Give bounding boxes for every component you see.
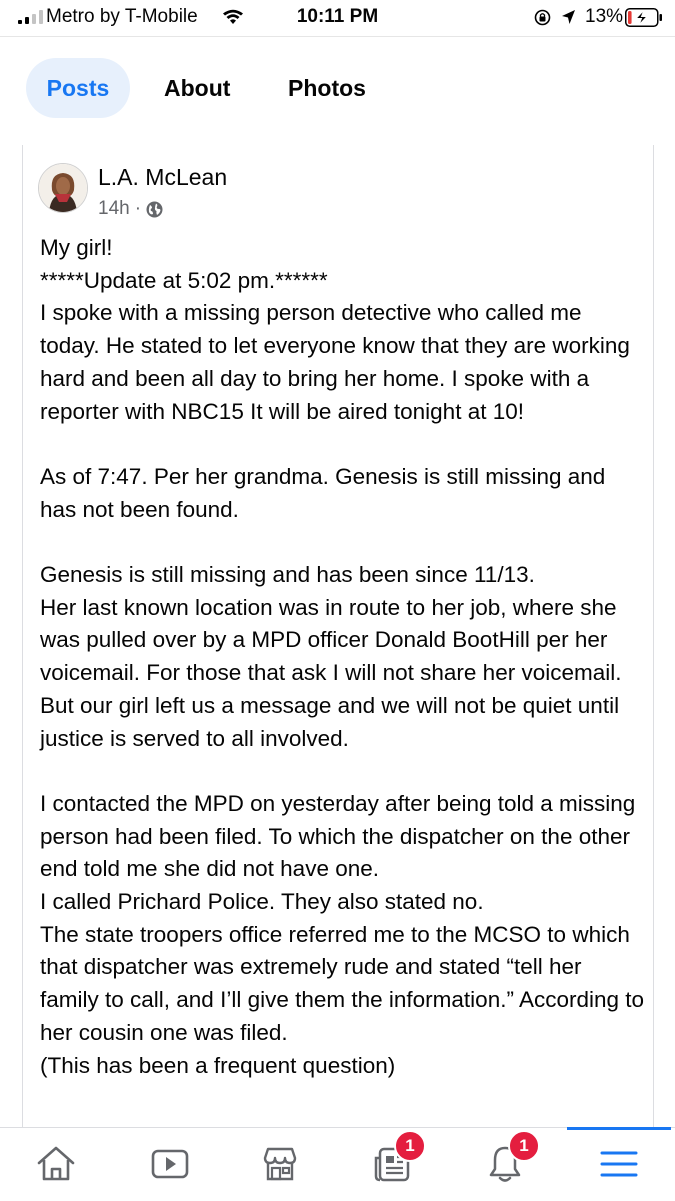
video-icon bbox=[148, 1142, 192, 1186]
post-line: Genesis is still missing and has been since 11/13. bbox=[40, 562, 535, 587]
globe-icon bbox=[146, 201, 163, 218]
post-line: As of 7:47. Per her grandma. Genesis is still missing and has not been found. bbox=[40, 463, 606, 522]
clock: 10:11 PM bbox=[296, 6, 379, 27]
post-text bbox=[40, 232, 645, 1082]
paragraph-gap bbox=[40, 428, 645, 461]
paragraph-gap bbox=[40, 526, 645, 559]
tab-about[interactable]: About bbox=[164, 75, 231, 101]
battery-charging-icon bbox=[625, 8, 663, 27]
nav-marketplace[interactable] bbox=[258, 1142, 302, 1186]
post-border-right bbox=[653, 145, 654, 1130]
profile-tabs bbox=[0, 58, 675, 118]
post-line: My girl! bbox=[40, 235, 113, 260]
tab-posts[interactable]: Posts bbox=[26, 58, 130, 118]
notifications-badge: 1 bbox=[508, 1130, 540, 1162]
nav-home[interactable] bbox=[34, 1142, 78, 1186]
post-author[interactable]: L.A. McLean bbox=[98, 164, 228, 190]
bottom-nav bbox=[0, 1127, 675, 1201]
nav-menu[interactable] bbox=[597, 1142, 641, 1186]
post-meta bbox=[98, 198, 163, 220]
menu-icon bbox=[597, 1142, 641, 1186]
home-icon bbox=[34, 1142, 78, 1186]
header-divider bbox=[0, 36, 675, 37]
post-line: *****Update at 5:02 pm.****** bbox=[40, 267, 328, 293]
meta-separator: · bbox=[134, 198, 142, 219]
carrier-name: Metro by T-Mobile bbox=[46, 6, 198, 27]
nav-video[interactable] bbox=[148, 1142, 192, 1186]
marketplace-icon bbox=[258, 1142, 302, 1186]
post-border-left bbox=[22, 145, 23, 1130]
post-line: I spoke with a missing person detective who called me today. He stated to let everyone know that they are working hard and been all day to bring her home. I spoke with a reporter with NBC15 It will be aired tonight at 10! bbox=[40, 300, 630, 424]
post-line: (This has been a frequent question) bbox=[40, 1052, 396, 1078]
location-arrow-icon bbox=[561, 9, 576, 25]
avatar-image bbox=[39, 164, 87, 212]
rotation-lock-icon bbox=[534, 9, 551, 26]
post-line: Her last known location was in route to her job, where she was pulled over by a MPD officer Donald BootHill per her voicemail. For those that ask I will not share her voicemail. But our girl left us a message and we will not be quiet until justice is served to all involved. bbox=[40, 594, 622, 751]
battery-percent: 13% bbox=[585, 6, 624, 27]
active-nav-indicator bbox=[567, 1127, 671, 1130]
status-bar bbox=[0, 0, 675, 34]
avatar[interactable] bbox=[38, 163, 88, 213]
post-timestamp[interactable]: 14h bbox=[98, 198, 130, 219]
tab-photos[interactable]: Photos bbox=[288, 75, 366, 101]
post-line: I called Prichard Police. They also stated no. bbox=[40, 889, 484, 915]
post-line: I contacted the MPD on yesterday after being told a missing person had been filed. To which the dispatcher on the other end told me she did not have one. bbox=[40, 790, 636, 882]
news-feed-badge: 1 bbox=[394, 1130, 426, 1162]
post-line: The state troopers office referred me to the MCSO to which that dispatcher was extremely rude and stated “tell her family to call, and I’ll give them the information.” According to her cousin one was filed. bbox=[40, 921, 645, 1045]
paragraph-gap bbox=[40, 755, 645, 788]
